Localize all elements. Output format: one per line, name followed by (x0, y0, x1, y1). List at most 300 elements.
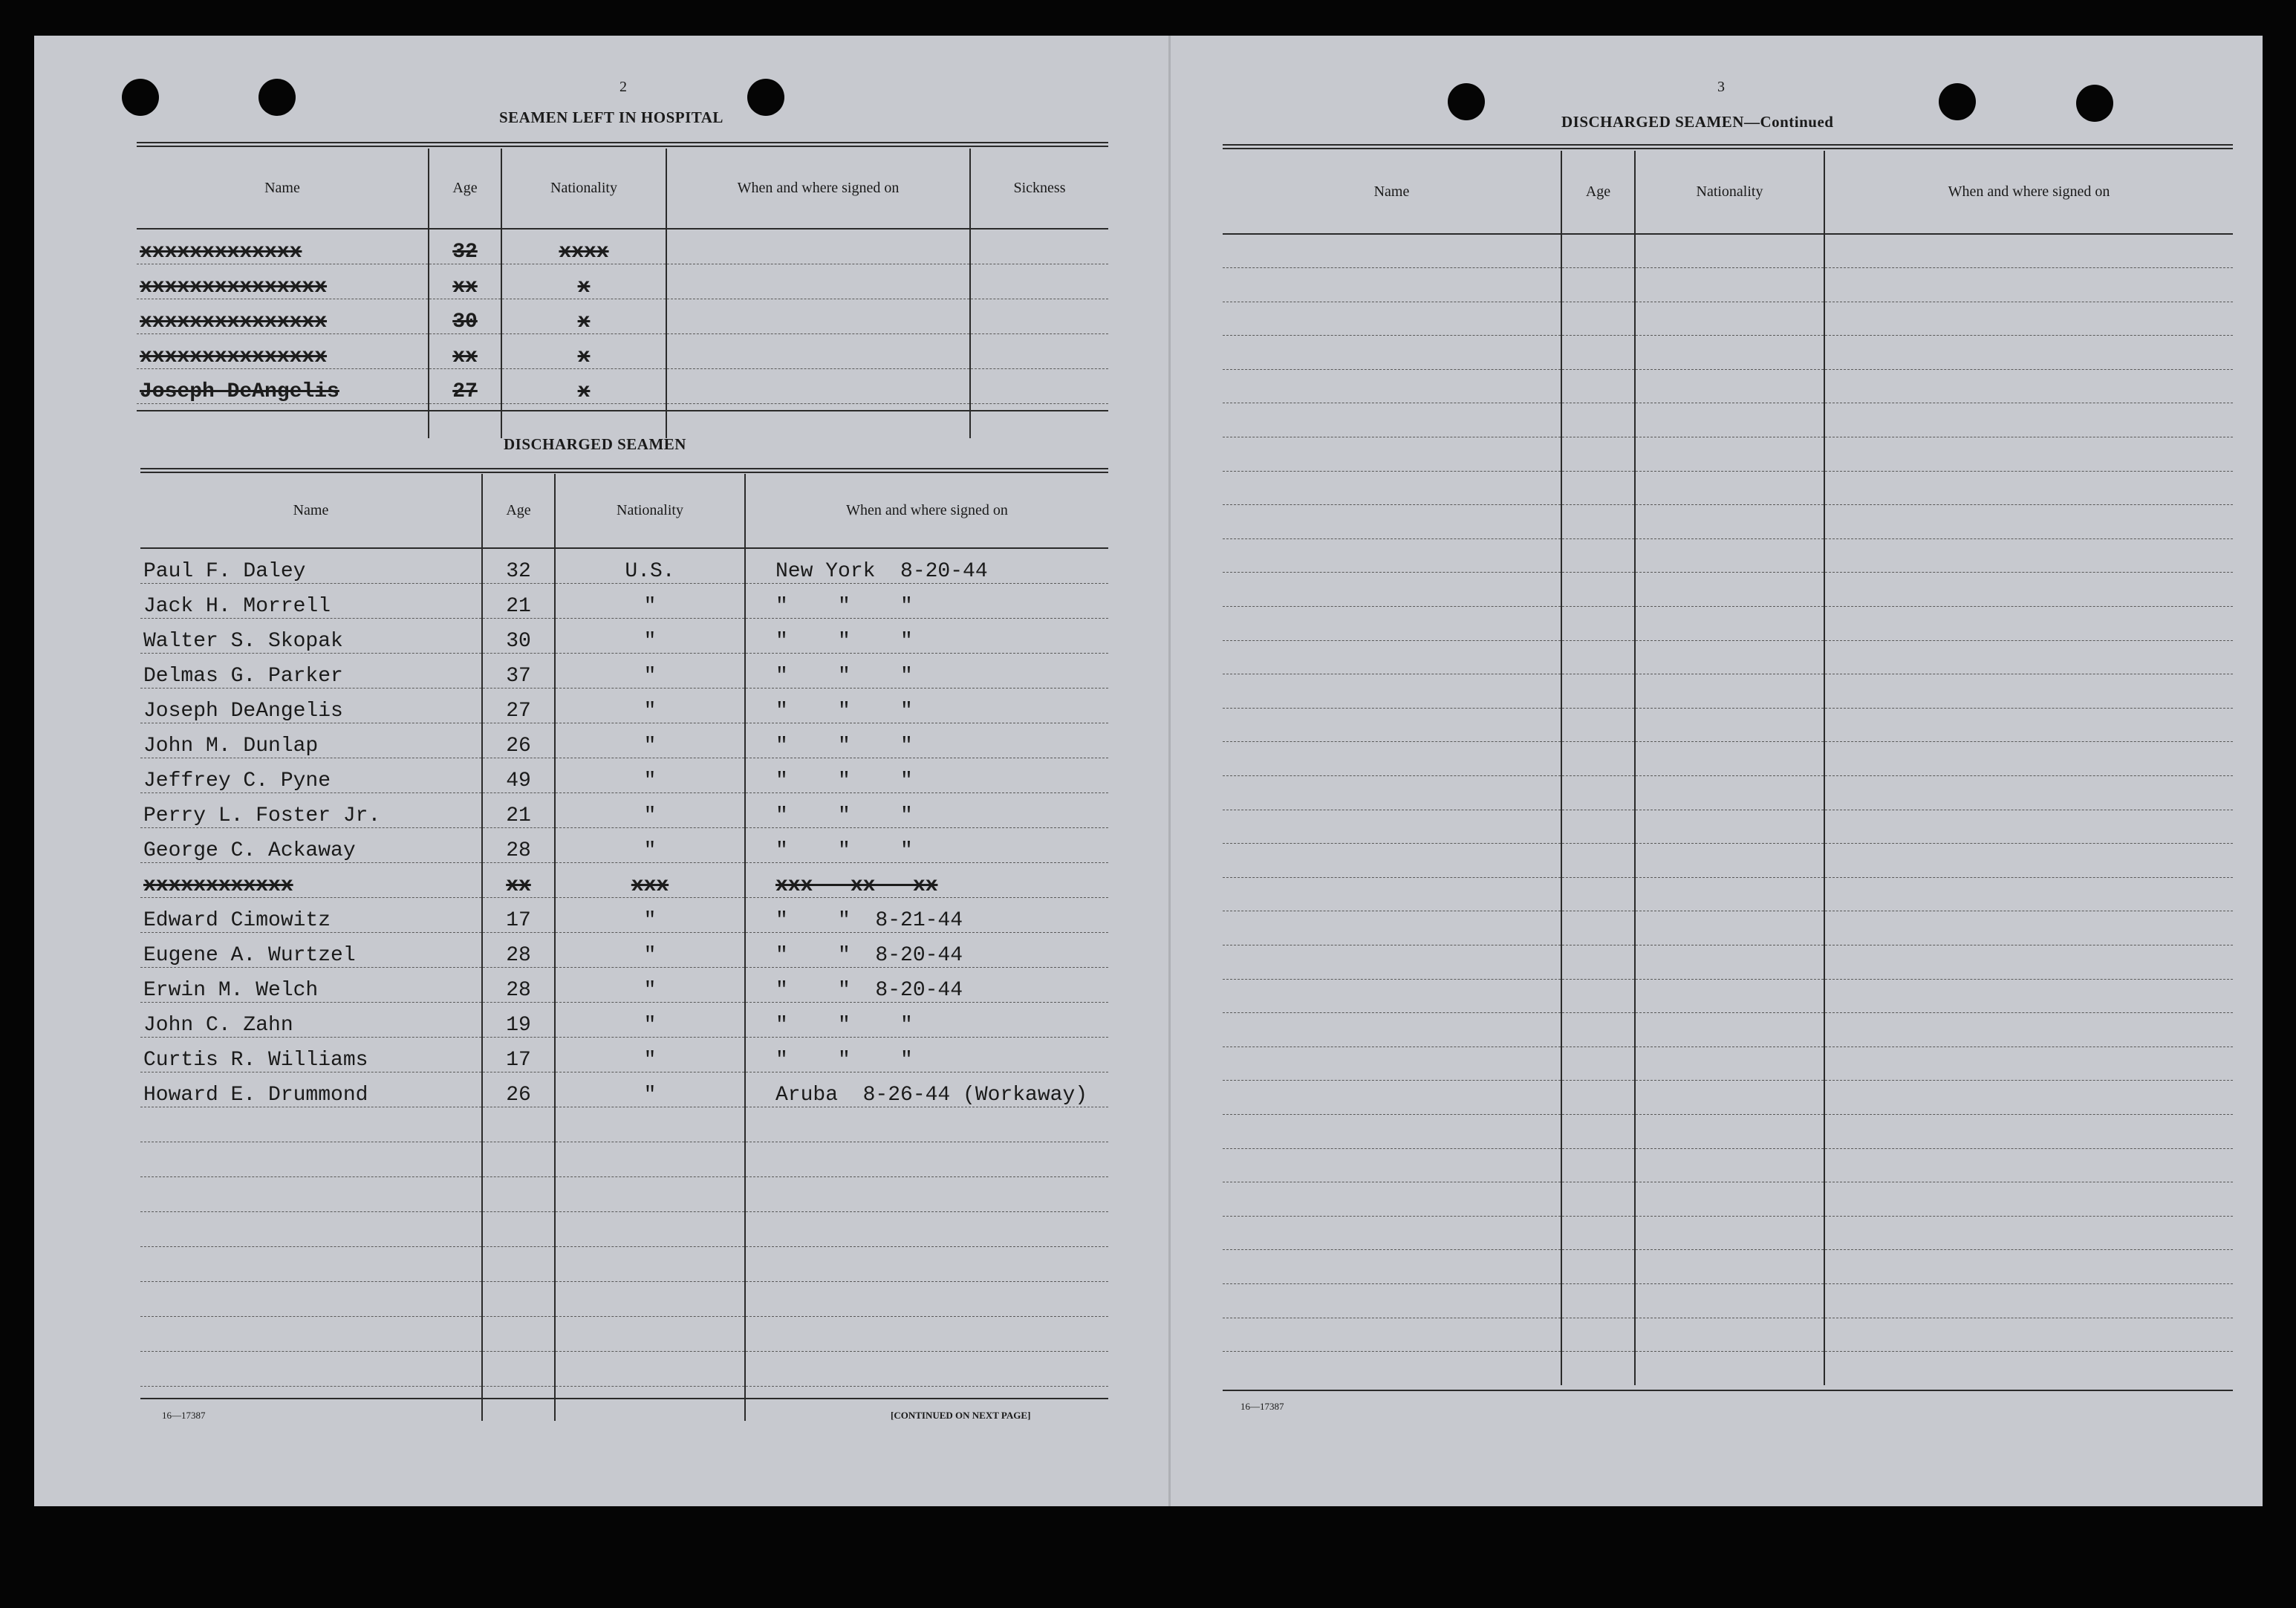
right-row (1223, 437, 2233, 472)
hospital-name-cell: xxxxxxxxxxxxxxx (137, 264, 429, 299)
discharged-age-cell: 17 (482, 1037, 555, 1072)
right-nationality-cell (1635, 1283, 1824, 1318)
discharged-nationality-cell: " (555, 897, 745, 932)
right-name-cell (1223, 742, 1561, 776)
hospital-name-cell: xxxxxxxxxxxxxxx (137, 333, 429, 368)
right-name-cell (1223, 1352, 1561, 1386)
discharged-signed-on-cell: " " " (745, 653, 1108, 688)
right-age-cell (1561, 979, 1635, 1013)
discharged-age-cell: 21 (482, 583, 555, 618)
discharged-header-name: Name (140, 474, 482, 548)
right-nationality-cell (1635, 1046, 1824, 1081)
hospital-nationality-cell: x (501, 333, 666, 368)
discharged-age-cell (482, 1176, 555, 1211)
right-age-cell (1561, 505, 1635, 539)
right-row (1223, 945, 2233, 979)
right-signed-on-cell (1824, 1114, 2233, 1148)
right-header-name: Name (1223, 151, 1561, 234)
discharged-row (140, 1316, 1108, 1351)
right-age-cell (1561, 911, 1635, 945)
right-nationality-cell (1635, 742, 1824, 776)
discharged-signed-on-cell: " " 8-20-44 (745, 932, 1108, 967)
discharged-signed-on-cell (745, 1142, 1108, 1176)
right-signed-on-cell (1824, 573, 2233, 607)
discharged-name-cell: Curtis R. Williams (140, 1037, 482, 1072)
right-name-cell (1223, 674, 1561, 709)
right-nationality-cell (1635, 877, 1824, 911)
discharged-nationality-cell (555, 1316, 745, 1351)
right-row (1223, 1013, 2233, 1047)
right-signed-on-cell (1824, 1250, 2233, 1284)
discharged-nationality-cell (555, 1176, 745, 1211)
discharged-name-cell (140, 1316, 482, 1351)
right-name-cell (1223, 1114, 1561, 1148)
discharged-signed-on-cell (745, 1316, 1108, 1351)
discharged-name-cell: Delmas G. Parker (140, 653, 482, 688)
right-nationality-cell (1635, 573, 1824, 607)
discharged-signed-on-cell: " " " (745, 792, 1108, 827)
right-age-cell (1561, 742, 1635, 776)
right-nationality-cell (1635, 302, 1824, 336)
discharged-name-cell: Howard E. Drummond (140, 1072, 482, 1107)
discharged-age-cell (482, 1316, 555, 1351)
hospital-bottom-rule (137, 410, 1108, 411)
discharged-signed-on-cell (745, 1351, 1108, 1386)
right-nationality-cell (1635, 369, 1824, 403)
discharged-row (140, 1072, 1108, 1107)
right-signed-on-cell (1824, 505, 2233, 539)
right-age-cell (1561, 945, 1635, 979)
hospital-sickness-cell (970, 403, 1108, 438)
discharged-row (140, 653, 1108, 688)
right-signed-on-cell (1824, 437, 2233, 472)
discharged-row (140, 1037, 1108, 1072)
right-signed-on-cell (1824, 742, 2233, 776)
discharged-name-cell (140, 1281, 482, 1316)
discharged-age-cell: 37 (482, 653, 555, 688)
discharged-age-cell (482, 1211, 555, 1246)
right-section-title: DISCHARGED SEAMEN—Continued (1561, 113, 1834, 131)
right-name-cell (1223, 268, 1561, 302)
form-number: 16—17387 (162, 1410, 206, 1421)
hospital-nationality-cell (501, 403, 666, 438)
discharged-name-cell: John C. Zahn (140, 1002, 482, 1037)
right-row (1223, 538, 2233, 573)
right-name-cell (1223, 1081, 1561, 1115)
right-name-cell (1223, 471, 1561, 505)
right-row (1223, 674, 2233, 709)
left-page (98, 36, 1119, 1506)
discharged-name-cell: John M. Dunlap (140, 723, 482, 758)
right-age-cell (1561, 844, 1635, 878)
right-name-cell (1223, 1046, 1561, 1081)
discharged-nationality-cell (555, 1351, 745, 1386)
right-top-rule (1223, 144, 2233, 149)
discharged-header-signed-on: When and where signed on (745, 474, 1108, 548)
discharged-signed-on-cell: " " " (745, 827, 1108, 862)
discharged-signed-on-cell: " " 8-21-44 (745, 897, 1108, 932)
document-sheet (34, 36, 2263, 1506)
discharged-signed-on-cell: New York 8-20-44 (745, 548, 1108, 583)
right-nationality-cell (1635, 268, 1824, 302)
hospital-name-cell: xxxxxxxxxxxxxxx (137, 299, 429, 333)
right-signed-on-cell (1824, 302, 2233, 336)
hospital-sickness-cell (970, 229, 1108, 264)
discharged-row (140, 897, 1108, 932)
right-age-cell (1561, 607, 1635, 641)
discharged-age-cell (482, 1142, 555, 1176)
discharged-age-cell: 21 (482, 792, 555, 827)
right-signed-on-cell (1824, 1148, 2233, 1182)
discharged-nationality-cell: " (555, 758, 745, 792)
discharged-signed-on-cell (745, 1246, 1108, 1281)
right-row (1223, 640, 2233, 674)
right-name-cell (1223, 336, 1561, 370)
hospital-age-cell: 30 (429, 299, 501, 333)
right-row (1223, 1250, 2233, 1284)
right-nationality-cell (1635, 1250, 1824, 1284)
discharged-section-title: DISCHARGED SEAMEN (504, 435, 686, 453)
discharged-age-cell: 30 (482, 618, 555, 653)
hospital-sickness-cell (970, 368, 1108, 403)
right-age-cell (1561, 403, 1635, 437)
hospital-header-age: Age (429, 149, 501, 229)
discharged-signed-on-cell: Aruba 8-26-44 (Workaway) (745, 1072, 1108, 1107)
right-row (1223, 607, 2233, 641)
right-nationality-cell (1635, 1013, 1824, 1047)
discharged-nationality-cell (555, 1142, 745, 1176)
discharged-name-cell: Paul F. Daley (140, 548, 482, 583)
right-row (1223, 979, 2233, 1013)
right-age-cell (1561, 674, 1635, 709)
right-nationality-cell (1635, 437, 1824, 472)
right-nationality-cell (1635, 674, 1824, 709)
hospital-name-cell: Joseph DeAngelis (137, 368, 429, 403)
right-row (1223, 776, 2233, 810)
right-nationality-cell (1635, 1182, 1824, 1217)
right-name-cell (1223, 1250, 1561, 1284)
right-row (1223, 268, 2233, 302)
right-age-cell (1561, 268, 1635, 302)
discharged-nationality-cell: " (555, 583, 745, 618)
right-age-cell (1561, 776, 1635, 810)
right-row (1223, 911, 2233, 945)
discharged-header-row (140, 474, 1108, 548)
hospital-header-name: Name (137, 149, 429, 229)
right-nationality-cell (1635, 776, 1824, 810)
hospital-nationality-cell: x (501, 299, 666, 333)
discharged-row (140, 688, 1108, 723)
right-row (1223, 1148, 2233, 1182)
right-header-age: Age (1561, 151, 1635, 234)
right-name-cell (1223, 1318, 1561, 1352)
right-nationality-cell (1635, 538, 1824, 573)
discharged-name-cell: Perry L. Foster Jr. (140, 792, 482, 827)
hospital-row (137, 299, 1108, 333)
hospital-name-cell: xxxxxxxxxxxxx (137, 229, 429, 264)
right-signed-on-cell (1824, 911, 2233, 945)
hospital-sickness-cell (970, 299, 1108, 333)
right-age-cell (1561, 1182, 1635, 1217)
right-name-cell (1223, 437, 1561, 472)
discharged-row (140, 1002, 1108, 1037)
right-row (1223, 708, 2233, 742)
right-signed-on-cell (1824, 640, 2233, 674)
hospital-age-cell (429, 403, 501, 438)
hospital-age-cell: xx (429, 264, 501, 299)
discharged-nationality-cell: " (555, 688, 745, 723)
right-age-cell (1561, 1046, 1635, 1081)
discharged-name-cell: Walter S. Skopak (140, 618, 482, 653)
right-signed-on-cell (1824, 945, 2233, 979)
discharged-age-cell: 26 (482, 723, 555, 758)
discharged-signed-on-cell: " " " (745, 688, 1108, 723)
discharged-name-cell (140, 1142, 482, 1176)
right-age-cell (1561, 234, 1635, 268)
hospital-row (137, 368, 1108, 403)
discharged-age-cell (482, 1281, 555, 1316)
hospital-row (137, 264, 1108, 299)
continued-note: [CONTINUED ON NEXT PAGE] (891, 1410, 1031, 1421)
discharged-nationality-cell (555, 1281, 745, 1316)
right-row (1223, 336, 2233, 370)
right-row (1223, 573, 2233, 607)
right-nationality-cell (1635, 844, 1824, 878)
discharged-row (140, 792, 1108, 827)
discharged-nationality-cell (555, 1386, 745, 1421)
hospital-nationality-cell: x (501, 264, 666, 299)
right-name-cell (1223, 844, 1561, 878)
hospital-nationality-cell: xxxx (501, 229, 666, 264)
discharged-age-cell: 17 (482, 897, 555, 932)
discharged-signed-on-cell (745, 1281, 1108, 1316)
hospital-row (137, 229, 1108, 264)
right-name-cell (1223, 573, 1561, 607)
page-number: 2 (619, 79, 627, 95)
discharged-nationality-cell: U.S. (555, 548, 745, 583)
right-row (1223, 1081, 2233, 1115)
discharged-age-cell: 19 (482, 1002, 555, 1037)
right-bottom-rule (1223, 1390, 2233, 1391)
right-signed-on-cell (1824, 607, 2233, 641)
right-header-row (1223, 151, 2233, 234)
discharged-age-cell: 26 (482, 1072, 555, 1107)
right-age-cell (1561, 1283, 1635, 1318)
right-row (1223, 471, 2233, 505)
discharged-name-cell: Eugene A. Wurtzel (140, 932, 482, 967)
discharged-age-cell: xx (482, 862, 555, 897)
right-age-cell (1561, 1352, 1635, 1386)
discharged-row (140, 1176, 1108, 1211)
right-name-cell (1223, 1182, 1561, 1217)
right-row (1223, 844, 2233, 878)
right-signed-on-cell (1824, 979, 2233, 1013)
discharged-age-cell (482, 1107, 555, 1142)
discharged-age-cell (482, 1246, 555, 1281)
hospital-header-signed-on: When and where signed on (666, 149, 970, 229)
right-row (1223, 1283, 2233, 1318)
right-age-cell (1561, 471, 1635, 505)
discharged-signed-on-cell (745, 1176, 1108, 1211)
discharged-row (140, 932, 1108, 967)
right-row (1223, 1046, 2233, 1081)
right-signed-on-cell (1824, 1081, 2233, 1115)
discharged-name-cell: Erwin M. Welch (140, 967, 482, 1002)
right-signed-on-cell (1824, 234, 2233, 268)
right-name-cell (1223, 538, 1561, 573)
discharged-age-cell: 28 (482, 827, 555, 862)
hospital-sickness-cell (970, 264, 1108, 299)
right-signed-on-cell (1824, 471, 2233, 505)
right-age-cell (1561, 1081, 1635, 1115)
right-name-cell (1223, 607, 1561, 641)
discharged-row (140, 1142, 1108, 1176)
right-name-cell (1223, 911, 1561, 945)
discharged-row (140, 723, 1108, 758)
right-page (1223, 36, 2240, 1506)
hospital-signed-on-cell (666, 368, 970, 403)
hospital-row (137, 333, 1108, 368)
right-age-cell (1561, 877, 1635, 911)
discharged-age-cell (482, 1386, 555, 1421)
discharged-header-age: Age (482, 474, 555, 548)
right-age-cell (1561, 1013, 1635, 1047)
discharged-row (140, 1246, 1108, 1281)
right-name-cell (1223, 403, 1561, 437)
discharged-row (140, 827, 1108, 862)
discharged-nationality-cell (555, 1107, 745, 1142)
right-signed-on-cell (1824, 1283, 2233, 1318)
hospital-top-rule (137, 142, 1108, 147)
hospital-signed-on-cell (666, 264, 970, 299)
discharged-row (140, 618, 1108, 653)
right-age-cell (1561, 1114, 1635, 1148)
right-nationality-cell (1635, 708, 1824, 742)
right-nationality-cell (1635, 810, 1824, 844)
right-age-cell (1561, 1250, 1635, 1284)
right-row (1223, 742, 2233, 776)
right-nationality-cell (1635, 234, 1824, 268)
right-signed-on-cell (1824, 403, 2233, 437)
right-age-cell (1561, 538, 1635, 573)
right-nationality-cell (1635, 403, 1824, 437)
right-name-cell (1223, 1148, 1561, 1182)
page-number: 3 (1717, 79, 1725, 95)
hospital-signed-on-cell (666, 229, 970, 264)
right-signed-on-cell (1824, 1046, 2233, 1081)
right-nationality-cell (1635, 1352, 1824, 1386)
right-row (1223, 1318, 2233, 1352)
right-nationality-cell (1635, 1318, 1824, 1352)
discharged-age-cell: 27 (482, 688, 555, 723)
right-name-cell (1223, 302, 1561, 336)
hospital-signed-on-cell (666, 333, 970, 368)
right-name-cell (1223, 234, 1561, 268)
form-number: 16—17387 (1240, 1401, 1284, 1412)
discharged-signed-on-cell: " " " (745, 758, 1108, 792)
right-nationality-cell (1635, 911, 1824, 945)
right-nationality-cell (1635, 1081, 1824, 1115)
discharged-row (140, 1211, 1108, 1246)
hospital-age-cell: xx (429, 333, 501, 368)
discharged-name-cell: Joseph DeAngelis (140, 688, 482, 723)
hospital-sickness-cell (970, 333, 1108, 368)
right-age-cell (1561, 336, 1635, 370)
right-signed-on-cell (1824, 336, 2233, 370)
discharged-nationality-cell: " (555, 1072, 745, 1107)
right-row (1223, 369, 2233, 403)
discharged-signed-on-cell (745, 1211, 1108, 1246)
discharged-name-cell: Jack H. Morrell (140, 583, 482, 618)
right-name-cell (1223, 979, 1561, 1013)
right-name-cell (1223, 505, 1561, 539)
discharged-nationality-cell: " (555, 1002, 745, 1037)
hospital-row (137, 403, 1108, 438)
discharged-signed-on-cell: " " 8-20-44 (745, 967, 1108, 1002)
right-age-cell (1561, 640, 1635, 674)
hospital-signed-on-cell (666, 403, 970, 438)
right-nationality-cell (1635, 979, 1824, 1013)
right-name-cell (1223, 708, 1561, 742)
discharged-signed-on-cell: xxx xx xx (745, 862, 1108, 897)
right-name-cell (1223, 1216, 1561, 1250)
discharged-signed-on-cell (745, 1107, 1108, 1142)
right-nationality-cell (1635, 505, 1824, 539)
right-nationality-cell (1635, 1148, 1824, 1182)
right-signed-on-cell (1824, 810, 2233, 844)
discharged-row (140, 1107, 1108, 1142)
discharged-nationality-cell: " (555, 792, 745, 827)
discharged-nationality-cell: xxx (555, 862, 745, 897)
right-age-cell (1561, 1148, 1635, 1182)
discharged-row (140, 967, 1108, 1002)
discharged-name-cell (140, 1246, 482, 1281)
discharged-signed-on-cell: " " " (745, 583, 1108, 618)
discharged-age-cell: 28 (482, 967, 555, 1002)
discharged-age-cell (482, 1351, 555, 1386)
right-age-cell (1561, 810, 1635, 844)
right-nationality-cell (1635, 945, 1824, 979)
discharged-nationality-cell: " (555, 1037, 745, 1072)
hospital-age-cell: 32 (429, 229, 501, 264)
right-age-cell (1561, 1216, 1635, 1250)
discharged-nationality-cell (555, 1246, 745, 1281)
discharged-header-nationality: Nationality (555, 474, 745, 548)
right-nationality-cell (1635, 1216, 1824, 1250)
hospital-signed-on-cell (666, 299, 970, 333)
right-name-cell (1223, 877, 1561, 911)
right-header-nationality: Nationality (1635, 151, 1824, 234)
discharged-nationality-cell (555, 1211, 745, 1246)
right-age-cell (1561, 369, 1635, 403)
discharged-nationality-cell: " (555, 618, 745, 653)
right-row (1223, 505, 2233, 539)
hospital-age-cell: 27 (429, 368, 501, 403)
right-row (1223, 1216, 2233, 1250)
discharged-row (140, 862, 1108, 897)
right-age-cell (1561, 437, 1635, 472)
right-row (1223, 810, 2233, 844)
right-row (1223, 403, 2233, 437)
discharged-name-cell (140, 1211, 482, 1246)
right-age-cell (1561, 573, 1635, 607)
discharged-name-cell (140, 1176, 482, 1211)
discharged-row (140, 1351, 1108, 1386)
right-row (1223, 1114, 2233, 1148)
right-signed-on-cell (1824, 776, 2233, 810)
discharged-name-cell (140, 1107, 482, 1142)
right-signed-on-cell (1824, 1013, 2233, 1047)
